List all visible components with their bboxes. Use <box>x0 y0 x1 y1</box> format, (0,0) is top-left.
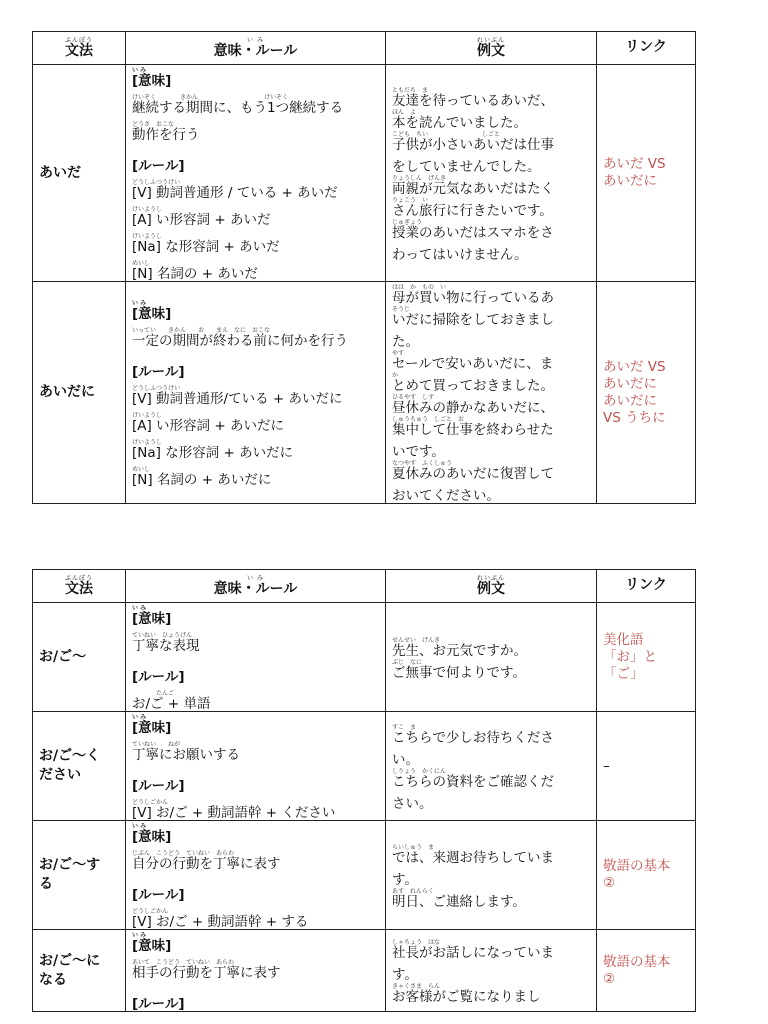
grammar-table-1 <box>32 31 696 504</box>
furigana: めいし <box>132 466 151 473</box>
rule-text: [V] お/ご + 動詞語幹 + する <box>132 914 309 930</box>
rule-line <box>132 772 379 793</box>
furigana: しゅうちゅう しごと お <box>392 416 465 423</box>
header-example: れいぶん 例文 <box>386 32 597 65</box>
furigana: じゅぎょう <box>392 218 423 226</box>
example-line <box>392 306 590 327</box>
rule-line <box>132 152 379 173</box>
rule-text: [N] 名詞の + あいだに <box>132 472 272 488</box>
example-line <box>392 394 590 415</box>
furigana: ぶじ なに <box>392 658 423 666</box>
furigana <box>392 328 590 335</box>
example-text: 先生、お元気ですか。 <box>392 642 527 659</box>
grammar-term <box>33 65 126 282</box>
example-line <box>392 961 590 982</box>
header-term: ぶんぽう 文法 <box>33 570 126 603</box>
furigana: どうさ おこな <box>132 121 175 128</box>
example-text: おいてください。 <box>392 488 500 504</box>
related-link[interactable]: 「ご」 <box>603 665 644 682</box>
rule-line <box>132 714 379 735</box>
table-row <box>33 930 696 1012</box>
furigana: ていねい ひょうげん <box>132 632 193 639</box>
rule-line <box>132 412 379 433</box>
furigana: あいて こうどう ていねい あらわ <box>132 959 235 966</box>
table-header-row <box>33 570 696 603</box>
rule-heading: [ルール] <box>132 364 185 380</box>
related-link[interactable]: あいだに <box>603 173 657 189</box>
meaning-rule-cell <box>126 282 386 504</box>
example-text: 昼休みの静かなあいだに、 <box>392 400 554 416</box>
example-line <box>392 659 590 680</box>
furigana: りょうしん げんき <box>392 174 447 182</box>
rule-text: [V] 動詞普通形/ている + あいだに <box>132 391 343 407</box>
table-row <box>33 65 696 282</box>
furigana: どうしふつうけい <box>132 385 181 392</box>
example-text: セールで安いあいだに、ま <box>392 356 554 372</box>
rule-heading: [ルール] <box>132 778 185 794</box>
example-cell <box>386 282 597 504</box>
related-link[interactable]: 敬語の基本 <box>603 953 671 970</box>
example-line <box>392 416 590 437</box>
example-text: 友達を待っているあいだ、 <box>392 92 554 109</box>
example-text: では、来週お待ちしていま <box>392 849 554 866</box>
rule-line <box>132 300 379 321</box>
table-header-row <box>33 32 696 65</box>
furigana: あす れんらく <box>392 887 435 895</box>
grammar-term-line: お/ご～に <box>39 952 101 969</box>
grammar-table-2 <box>32 569 696 1012</box>
example-line <box>392 87 590 108</box>
header-example: れいぶん 例文 <box>386 570 597 603</box>
link-cell[interactable] <box>597 930 696 1012</box>
rule-text: [A] い形容詞 + あいだに <box>132 418 284 434</box>
example-line <box>392 844 590 865</box>
rule-line <box>132 67 379 88</box>
furigana: やす <box>392 350 405 357</box>
header-rule: い み 意味・ルール <box>126 570 386 603</box>
example-line <box>392 482 590 503</box>
grammar-term <box>33 282 126 504</box>
furigana: どうしふつうけい <box>132 179 181 186</box>
furigana: い み <box>132 714 147 721</box>
related-link[interactable]: あいだ VS <box>603 156 666 172</box>
meaning-rule-cell <box>126 930 386 1012</box>
rule-heading: [意味] <box>132 611 172 627</box>
example-text: わってはいけません。 <box>392 246 528 263</box>
rule-heading: [ルール] <box>132 887 185 903</box>
furigana: せんせい げんき <box>392 636 441 644</box>
furigana: い み <box>132 67 147 74</box>
rule-line <box>132 690 379 711</box>
example-text: た。 <box>392 334 419 350</box>
furigana: ともだち ま <box>392 86 429 94</box>
example-line <box>392 460 590 481</box>
table-row <box>33 712 696 821</box>
example-text: い。 <box>392 751 419 768</box>
example-text: 母が買い物に行っているあ <box>392 290 554 306</box>
furigana: きゃくさま らん <box>392 983 441 990</box>
furigana: ていねい ねが <box>132 741 181 748</box>
table-row <box>33 821 696 930</box>
grammar-term-line: る <box>39 876 53 892</box>
furigana: めいし <box>132 260 151 267</box>
example-line <box>392 284 590 305</box>
example-text: 夏休みのあいだに復習して <box>392 466 554 482</box>
rule-heading: [意味] <box>132 720 172 736</box>
example-line <box>392 350 590 371</box>
rule-line <box>132 990 379 1011</box>
example-text: いです。 <box>392 444 445 460</box>
related-link[interactable]: 敬語の基本 <box>603 858 671 874</box>
related-link[interactable]: 「お」と <box>603 648 657 665</box>
example-text: す。 <box>392 871 418 888</box>
rule-text: 自分の行動を丁寧に表す <box>132 856 281 872</box>
rule-line <box>132 121 379 142</box>
link-cell[interactable] <box>597 282 696 504</box>
link-placeholder: – <box>603 757 610 774</box>
furigana: けいようし <box>132 439 163 446</box>
grammar-term-line: お/ご～す <box>39 857 101 873</box>
rule-text: [V] お/ご + 動詞語幹 + ください <box>132 805 336 821</box>
example-line <box>392 153 590 174</box>
header-rule: い み 意味・ルール <box>126 32 386 65</box>
table-row <box>33 603 696 712</box>
example-line <box>392 939 590 960</box>
rule-line <box>132 632 379 653</box>
related-link[interactable]: 美化語 <box>603 631 644 648</box>
grammar-term-line: ださい <box>39 767 81 783</box>
link-cell[interactable] <box>597 65 696 282</box>
header-link: リンク <box>597 32 696 65</box>
furigana: い み <box>132 932 147 939</box>
link-cell[interactable] <box>597 603 696 712</box>
rule-text: 丁寧にお願いする <box>132 747 240 763</box>
rule-text: [Na] な形容詞 + あいだ <box>132 239 280 255</box>
furigana: けいようし <box>132 206 163 213</box>
furigana: りょこう い <box>392 196 429 204</box>
rule-text: 継続する期間に、もう1つ継続する <box>132 100 344 116</box>
furigana: ひるやす しず <box>392 394 435 401</box>
furigana: じぶん こうどう ていねい あらわ <box>132 850 235 857</box>
example-cell <box>386 65 597 282</box>
rule-line <box>132 823 379 844</box>
furigana: そうじ <box>392 306 411 313</box>
example-line <box>392 790 590 811</box>
rule-text: [A] い形容詞 + あいだ <box>132 212 271 228</box>
rule-text: 丁寧な表現 <box>132 638 200 654</box>
furigana <box>392 961 590 968</box>
rule-text: [Na] な形容詞 + あいだに <box>132 445 294 461</box>
rule-line <box>132 206 379 227</box>
example-text: お客様がご覧になりまし <box>392 989 541 1005</box>
rule-line <box>132 663 379 684</box>
example-line <box>392 109 590 130</box>
example-text: こちらの資料をご確認くだ <box>392 773 554 790</box>
example-cell <box>386 930 597 1012</box>
rule-heading: [ルール] <box>132 996 185 1012</box>
related-link[interactable]: あいだに <box>603 392 657 409</box>
rule-line <box>132 179 379 200</box>
rule-line <box>132 466 379 487</box>
example-line <box>392 888 590 909</box>
rule-line <box>132 94 379 115</box>
rule-text: [N] 名詞の + あいだ <box>132 266 258 282</box>
furigana: しりょう かくにん <box>392 767 447 775</box>
rule-heading: [意味] <box>132 829 172 845</box>
example-text: をしていませんでした。 <box>392 158 541 175</box>
rule-line <box>132 908 379 929</box>
example-line <box>392 372 590 393</box>
rule-text: [V] 動詞普通形 / ている + あいだ <box>132 185 338 201</box>
furigana: けいようし <box>132 233 163 240</box>
rule-heading: [ルール] <box>132 158 185 174</box>
meaning-rule-cell <box>126 603 386 712</box>
table-row <box>33 282 696 504</box>
rule-text: お/ご + 単語 <box>132 696 211 712</box>
example-text: 本を読んでいました。 <box>392 114 527 131</box>
rule-line <box>132 327 379 348</box>
rule-line <box>132 799 379 820</box>
furigana: なつやす ふくしゅう <box>392 460 453 467</box>
rule-text: 一定の期間が終わる前に何かを行う <box>132 333 348 349</box>
example-line <box>392 197 590 218</box>
rule-line <box>132 385 379 406</box>
header-link: リンク <box>597 570 696 603</box>
example-line <box>392 768 590 789</box>
example-text: 子供が小さいあいだは仕事 <box>392 136 554 153</box>
furigana: か <box>392 372 399 379</box>
example-text: 授業のあいだはスマホをさ <box>392 224 554 241</box>
furigana <box>392 746 590 753</box>
example-line <box>392 241 590 262</box>
furigana: ほん よ <box>392 108 417 116</box>
furigana: い み <box>132 300 147 307</box>
example-text: ご無事で何よりです。 <box>392 664 526 681</box>
example-line <box>392 983 590 1004</box>
rule-text: 動作を行う <box>132 127 200 143</box>
link-cell <box>597 712 696 821</box>
furigana: らいしゅう ま <box>392 843 435 851</box>
furigana: けいぞく きかん けいぞく <box>132 94 289 101</box>
example-line <box>392 746 590 767</box>
furigana: いってい きかん お まえ なに おこな <box>132 327 271 334</box>
rule-line <box>132 260 379 281</box>
example-text: とめて買っておきました。 <box>392 378 554 394</box>
rule-text: 相手の行動を丁寧に表す <box>132 965 281 981</box>
example-line <box>392 724 590 745</box>
header-term: ぶんぽう 文法 <box>33 32 126 65</box>
grammar-term-line: あいだに <box>39 384 95 400</box>
furigana: い み <box>132 823 147 830</box>
related-link[interactable]: あいだに <box>603 375 657 392</box>
furigana: けいようし <box>132 412 163 419</box>
grammar-term-line: あいだ <box>39 164 81 181</box>
rule-line <box>132 881 379 902</box>
rule-line <box>132 959 379 980</box>
example-text: す。 <box>392 967 418 983</box>
example-text: さい。 <box>392 795 433 812</box>
rule-heading: [意味] <box>132 73 172 89</box>
rule-line <box>132 233 379 254</box>
example-line <box>392 131 590 152</box>
table-body <box>33 603 696 1012</box>
example-line <box>392 328 590 349</box>
rule-line <box>132 358 379 379</box>
rule-heading: [ルール] <box>132 669 185 685</box>
rule-line <box>132 932 379 953</box>
related-link[interactable]: VS うちに <box>603 409 666 426</box>
grammar-term <box>33 712 126 821</box>
rule-heading: [意味] <box>132 306 172 322</box>
rule-line <box>132 605 379 626</box>
example-text: 両親が元気なあいだはたく <box>392 180 554 197</box>
meaning-rule-cell <box>126 65 386 282</box>
grammar-term-line: お/ご～く <box>39 748 101 764</box>
table-body <box>33 65 696 504</box>
example-line <box>392 175 590 196</box>
rule-line <box>132 850 379 871</box>
related-link[interactable]: あいだ VS <box>603 358 666 375</box>
related-link[interactable]: ② <box>603 970 616 987</box>
meaning-rule-cell <box>126 712 386 821</box>
rule-line <box>132 741 379 762</box>
example-text: こちらで少しお待ちくださ <box>392 729 554 746</box>
furigana: しゃちょう はな <box>392 939 441 946</box>
grammar-term <box>33 603 126 712</box>
related-link[interactable]: ② <box>603 875 616 891</box>
example-cell <box>386 821 597 930</box>
rule-line <box>132 439 379 460</box>
furigana: はは か もの い <box>392 284 447 291</box>
grammar-term <box>33 821 126 930</box>
furigana: い み <box>132 605 147 612</box>
example-line <box>392 219 590 240</box>
example-line <box>392 866 590 887</box>
example-text: さん旅行に行きたいです。 <box>392 202 553 219</box>
grammar-term-line: お/ご～ <box>39 648 87 665</box>
meaning-rule-cell <box>126 821 386 930</box>
example-cell <box>386 603 597 712</box>
example-text: 明日、ご連絡します。 <box>392 893 526 910</box>
furigana: どうしごかん <box>132 799 169 806</box>
link-cell[interactable] <box>597 821 696 930</box>
grammar-term <box>33 930 126 1012</box>
grammar-term-line: なる <box>39 971 67 988</box>
example-text: 集中して仕事を終わらせた <box>392 422 554 438</box>
furigana <box>392 866 590 873</box>
furigana: どうしごかん <box>132 908 169 915</box>
example-text: 社長がお話しになっていま <box>392 945 554 961</box>
furigana: こども ちい しごと <box>392 130 501 138</box>
furigana: たんご <box>132 690 175 697</box>
example-line <box>392 637 590 658</box>
example-cell <box>386 712 597 821</box>
furigana: すこ ま <box>392 723 417 731</box>
rule-heading: [意味] <box>132 938 172 954</box>
example-text: いだに掃除をしておきまし <box>392 312 554 328</box>
example-line <box>392 438 590 459</box>
